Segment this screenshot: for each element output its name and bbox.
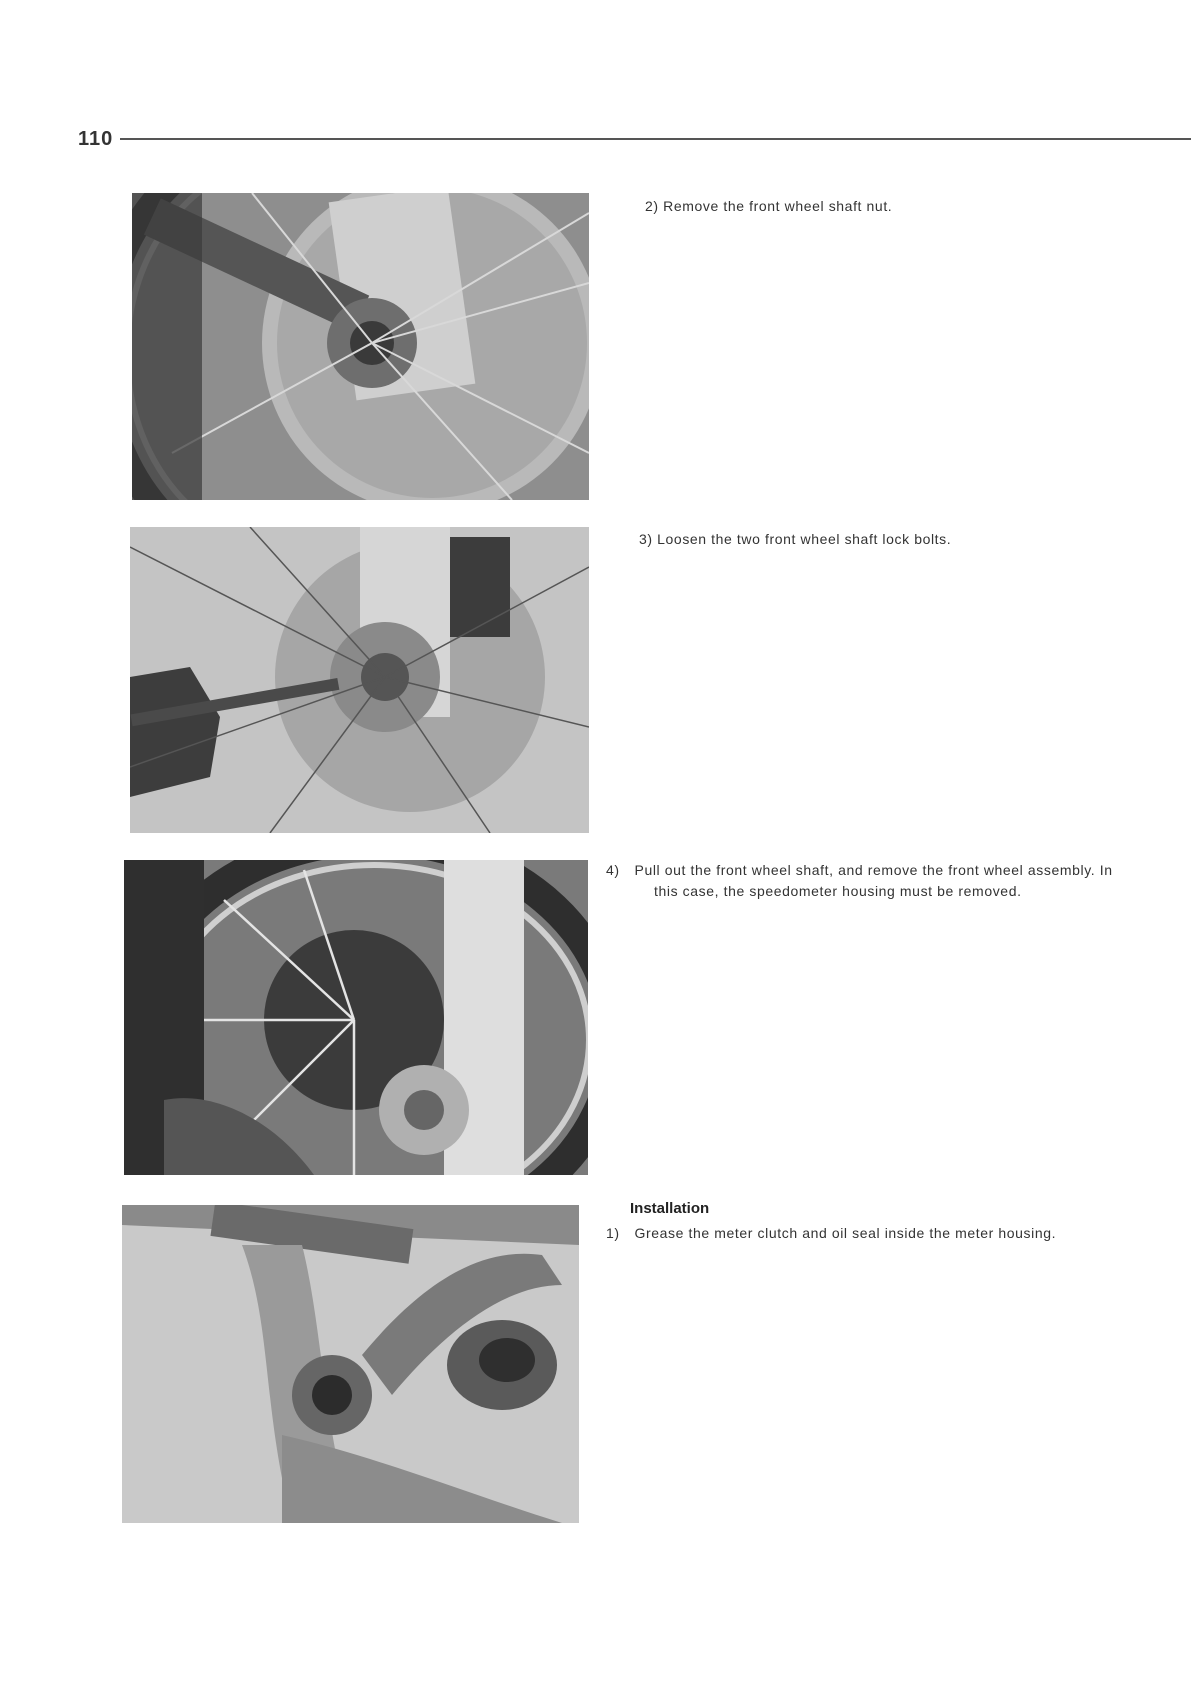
photo-shaft-lock-bolts xyxy=(130,527,589,833)
step-3-text: Loosen the two front wheel shaft lock bolts. xyxy=(657,531,952,547)
installation-step-1: 1) Grease the meter clutch and oil seal inside the meter housing. xyxy=(606,1225,1057,1241)
step-4: 4) Pull out the front wheel shaft, and remove the front wheel assembly. In this case, the speedometer housing must be removed. xyxy=(606,862,1113,899)
step-3-number: 3) xyxy=(639,531,653,547)
step-2-number: 2) xyxy=(645,198,659,214)
header-rule xyxy=(120,138,1191,140)
installation-heading: Installation xyxy=(630,1200,710,1217)
step-4-text: Pull out the front wheel shaft, and remove the front wheel assembly. In this case, the speedometer housing must be removed. xyxy=(634,862,1113,899)
step-2 xyxy=(645,196,1105,217)
photo-wheel-shaft-nut xyxy=(132,193,589,500)
photo-grease-meter-housing xyxy=(122,1205,579,1523)
step-3 xyxy=(639,529,1099,550)
page-number: 110 xyxy=(78,128,114,150)
photo-pull-wheel-shaft xyxy=(124,860,588,1175)
step-2-text: Remove the front wheel shaft nut. xyxy=(663,198,893,214)
installation-step-1-text: Grease the meter clutch and oil seal inside the meter housing. xyxy=(634,1225,1057,1241)
